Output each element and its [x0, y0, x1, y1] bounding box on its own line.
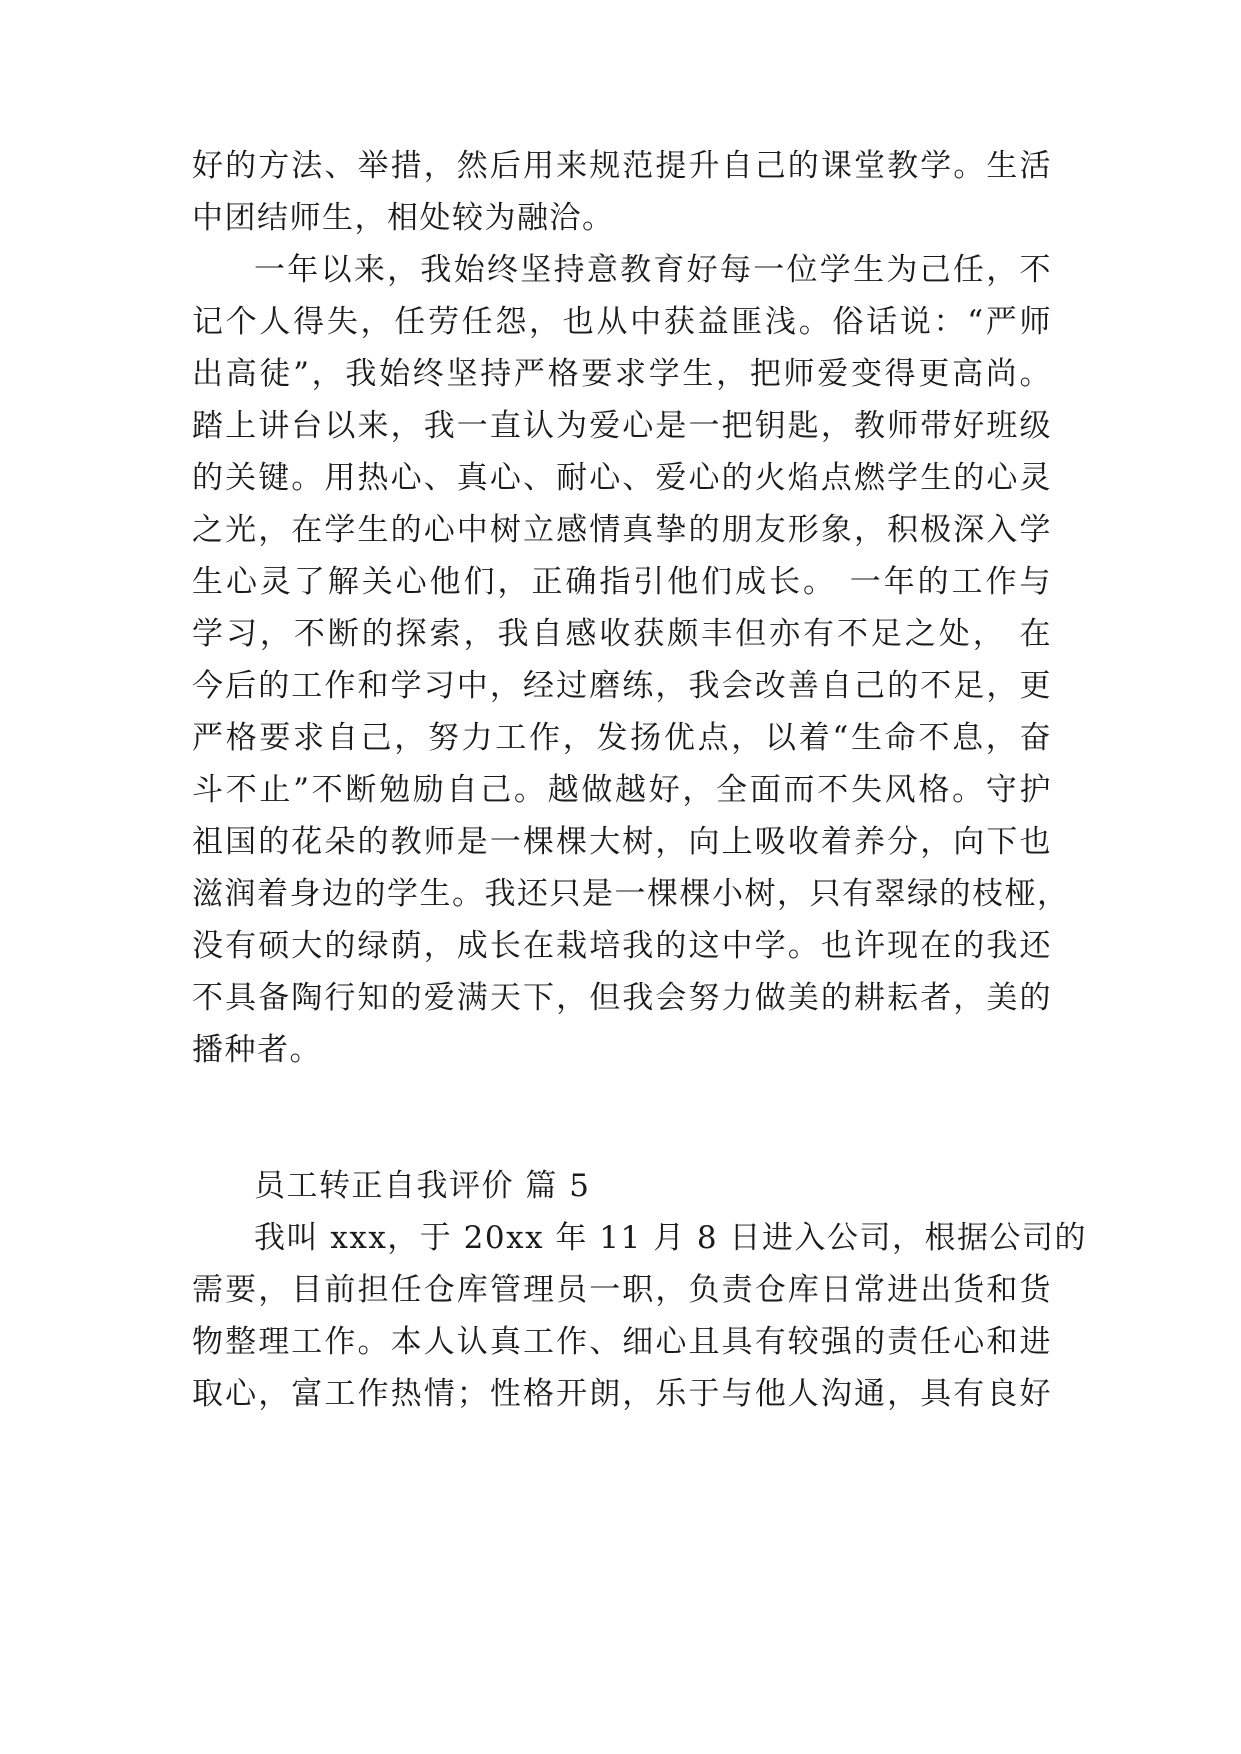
paragraph-line: 没有硕大的绿荫，成长在栽培我的这中学。也许现在的我还	[192, 928, 1052, 964]
section-heading: 员工转正自我评价 篇 5	[254, 1168, 591, 1204]
paragraph-line: 不具备陶行知的爱满天下，但我会努力做美的耕耘者，美的	[192, 980, 1052, 1016]
paragraph-line: 之光，在学生的心中树立感情真挚的朋友形象，积极深入学	[192, 512, 1052, 548]
paragraph-line: 中团结师生，相处较为融洽。	[192, 200, 615, 236]
paragraph-line: 一年以来，我始终坚持意教育好每一位学生为己任，不	[254, 252, 1052, 288]
paragraph-line: 好的方法、举措，然后用来规范提升自己的课堂教学。生活	[192, 148, 1052, 184]
paragraph-line: 出高徒”，我始终坚持严格要求学生，把师爱变得更高尚。	[192, 356, 1052, 392]
paragraph-line: 滋润着身边的学生。我还只是一棵棵小树，只有翠绿的枝桠，	[192, 876, 1070, 912]
paragraph-line: 祖国的花朵的教师是一棵棵大树，向上吸收着养分，向下也	[192, 824, 1052, 860]
paragraph-line: 踏上讲台以来，我一直认为爱心是一把钥匙，教师带好班级	[192, 408, 1052, 444]
paragraph-line: 播种者。	[192, 1032, 322, 1068]
paragraph-line: 记个人得失，任劳任怨，也从中获益匪浅。俗话说：“严师	[192, 304, 1052, 340]
paragraph-line: 取心，富工作热情；性格开朗，乐于与他人沟通，具有良好	[192, 1376, 1052, 1412]
paragraph-line: 斗不止”不断勉励自己。越做越好，全面而不失风格。守护	[192, 772, 1052, 808]
paragraph-line: 今后的工作和学习中，经过磨练，我会改善自己的不足，更	[192, 668, 1052, 704]
paragraph-line: 严格要求自己，努力工作，发扬优点，以着“生命不息，奋	[192, 720, 1052, 756]
paragraph-line: 我叫 xxx，于 20xx 年 11 月 8 日进入公司，根据公司的	[254, 1220, 1088, 1256]
paragraph-line: 物整理工作。本人认真工作、细心且具有较强的责任心和进	[192, 1324, 1052, 1360]
paragraph-line: 生心灵了解关心他们，正确指引他们成长。 一年的工作与	[192, 564, 1052, 600]
paragraph-line: 学习，不断的探索，我自感收获颇丰但亦有不足之处， 在	[192, 616, 1052, 652]
paragraph-line: 的关键。用热心、真心、耐心、爱心的火焰点燃学生的心灵	[192, 460, 1052, 496]
paragraph-line: 需要，目前担任仓库管理员一职，负责仓库日常进出货和货	[192, 1272, 1052, 1308]
